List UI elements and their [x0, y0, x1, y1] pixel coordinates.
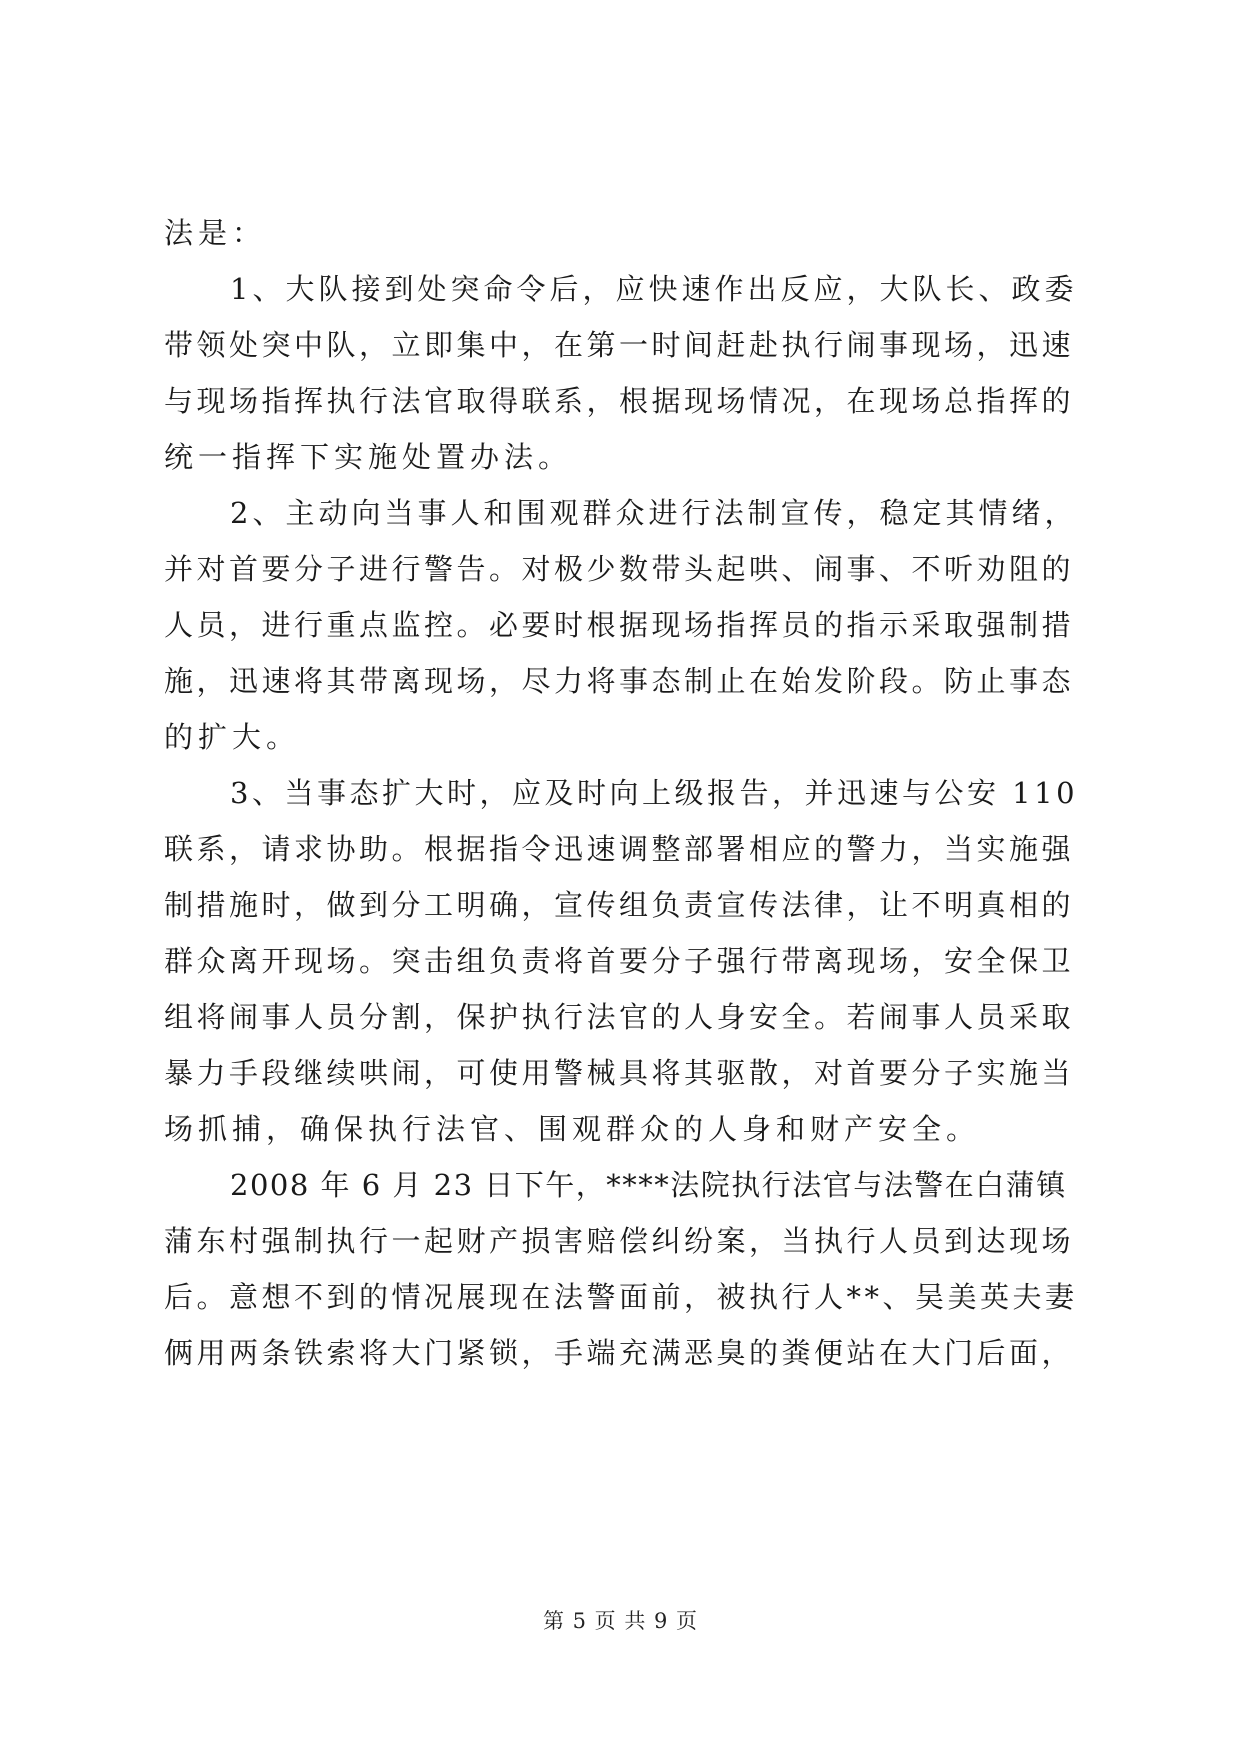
text-line-5: 统一指挥下实施处置办法。 [164, 440, 573, 474]
text-line-2: 1、大队接到处突命令后，应快速作出反应，大队长、政委 [230, 272, 1078, 306]
text-line-3: 带领处突中队，立即集中，在第一时间赶赴执行闹事现场，迅速 [164, 328, 1075, 362]
text-line-18: 2008 年 6 月 23 日下午，****法院执行法官与法警在白蒲镇 [230, 1168, 1067, 1202]
text-line-1: 法是： [164, 216, 267, 250]
text-line-8: 人员，进行重点监控。必要时根据现场指挥员的指示采取强制措 [164, 608, 1075, 642]
text-line-17: 场抓捕，确保执行法官、围观群众的人身和财产安全。 [164, 1112, 981, 1146]
text-line-11: 3、当事态扩大时，应及时向上级报告，并迅速与公安 110 [230, 776, 1079, 810]
text-line-13: 制措施时，做到分工明确，宣传组负责宣传法律，让不明真相的 [164, 888, 1075, 922]
text-line-12: 联系，请求协助。根据指令迅速调整部署相应的警力，当实施强 [164, 832, 1075, 866]
text-line-7: 并对首要分子进行警告。对极少数带头起哄、闹事、不听劝阻的 [164, 552, 1075, 586]
text-line-19: 蒲东村强制执行一起财产损害赔偿纠纷案，当执行人员到达现场 [164, 1224, 1075, 1258]
text-line-21: 俩用两条铁索将大门紧锁，手端充满恶臭的粪便站在大门后面， [164, 1336, 1075, 1370]
text-line-16: 暴力手段继续哄闹，可使用警械具将其驱散，对首要分子实施当 [164, 1056, 1075, 1090]
text-line-4: 与现场指挥执行法官取得联系，根据现场情况，在现场总指挥的 [164, 384, 1075, 418]
text-line-15: 组将闹事人员分割，保护执行法官的人身安全。若闹事人员采取 [164, 1000, 1075, 1034]
text-line-14: 群众离开现场。突击组负责将首要分子强行带离现场，安全保卫 [164, 944, 1075, 978]
text-line-6: 2、主动向当事人和围观群众进行法制宣传，稳定其情绪， [230, 496, 1078, 530]
text-line-20: 后。意想不到的情况展现在法警面前，被执行人**、吴美英夫妻 [164, 1280, 1078, 1314]
page-number-footer: 第 5 页 共 9 页 [542, 1609, 699, 1633]
text-line-9: 施，迅速将其带离现场，尽力将事态制止在始发阶段。防止事态 [164, 664, 1075, 698]
text-line-10: 的扩大。 [164, 720, 301, 754]
